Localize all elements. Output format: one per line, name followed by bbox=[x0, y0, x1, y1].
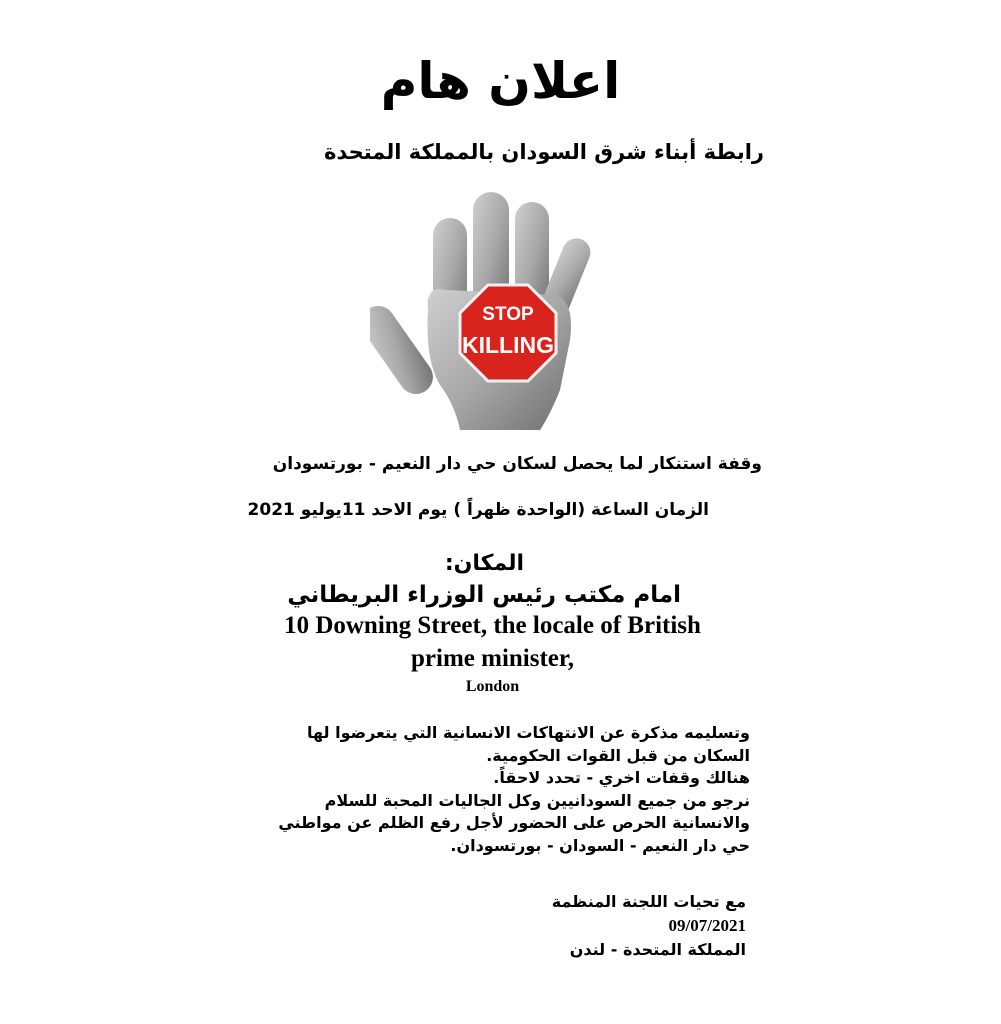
place-label: المكان: bbox=[444, 551, 524, 576]
protest-description: وقفة استنكار لما يحصل لسكان حي دار النعيم - بورتسودان bbox=[272, 454, 762, 474]
page-title: اعلان هام bbox=[380, 52, 621, 110]
signature-date: 09/07/2021 bbox=[668, 916, 746, 935]
body-line: حي دار النعيم - السودان - بورتسودان. bbox=[450, 835, 750, 855]
place-city: London bbox=[465, 678, 520, 695]
signature-block bbox=[552, 890, 746, 962]
announcement-body bbox=[250, 722, 750, 857]
event-time: الزمان الساعة (الواحدة ظهراً ) يوم الاحد 11يوليو 2021 bbox=[247, 500, 709, 520]
place-english-line2: prime minister, bbox=[411, 645, 574, 672]
body-line: والانسانية الحرص على الحضور لأجل رفع الظلم عن مواطني bbox=[278, 813, 750, 832]
watermark-text: Colo bbox=[395, 282, 433, 302]
body-line: نرجو من جميع السودانيين وكل الجاليات المحبة للسلام bbox=[324, 790, 750, 810]
organization-name: رابطة أبناء شرق السودان بالمملكة المتحدة bbox=[324, 140, 764, 164]
place-english-line1: 10 Downing Street, the locale of British bbox=[284, 612, 701, 639]
stop-killing-hand-image bbox=[370, 190, 595, 430]
place-arabic: امام مكتب رئيس الوزراء البريطاني bbox=[287, 582, 681, 608]
body-line: هنالك وقفات اخري - تحدد لاحقاً. bbox=[493, 768, 750, 787]
signature-greeting: مع تحيات اللجنة المنظمة bbox=[551, 892, 746, 911]
body-line: السكان من قبل القوات الحكومية. bbox=[486, 745, 750, 765]
sign-killing-text: KILLING bbox=[462, 332, 554, 358]
body-line: وتسليمه مذكرة عن الانتهاكات الانسانية التي يتعرضوا لها bbox=[306, 723, 750, 742]
signature-location: المملكة المتحدة - لندن bbox=[569, 940, 746, 959]
sign-stop-text: STOP bbox=[482, 304, 534, 325]
